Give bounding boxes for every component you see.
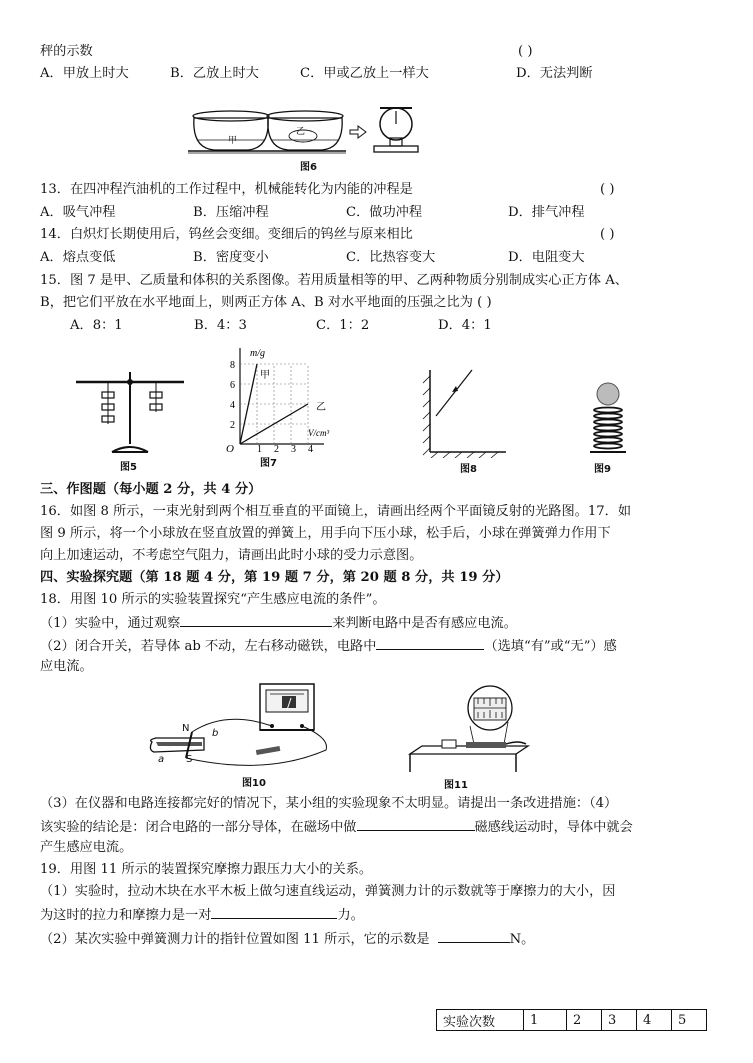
q18-1-blank[interactable]: [180, 612, 332, 627]
q15-option-a: A．8：1: [70, 318, 123, 333]
q18-2-prefix: （2）闭合开关，若导体 ab 不动，左右移动磁铁，电路中: [40, 639, 377, 654]
figure-10-drawing: [146, 680, 332, 774]
q18-3-line: （3）在仪器和电路连接都完好的情况下，某小组的实验现象不太明显。请提出一条改进措施：（4）: [40, 796, 618, 811]
figure-7-line-a: [240, 364, 257, 444]
q19-1-line: （1）实验时，拉动木块在水平木板上做匀速直线运动，弹簧测力计的示数就等于摩擦力的大小，因: [40, 884, 616, 899]
figure-5: [74, 368, 186, 472]
q12-option-a: A．甲放上时大: [40, 66, 129, 81]
table-cell: 1: [524, 1010, 567, 1031]
figure-6: [186, 96, 422, 174]
q13-option-c: C．做功冲程: [346, 205, 423, 220]
figure-9: [588, 382, 628, 474]
figure-7-ytick-4: 4: [230, 400, 235, 411]
q18-2-suffix: （选填“有”或“无”）感: [484, 639, 617, 654]
figure-7-ylabel: m/g: [250, 348, 265, 359]
figure-7-xtick-4: 4: [308, 444, 313, 454]
figure-10-caption: 图10: [242, 778, 266, 789]
q19-1-blank[interactable]: [211, 904, 337, 919]
figure-8-caption: 图8: [460, 464, 477, 475]
q19-1-prefix: 为这时的拉力和摩擦力是一对: [40, 908, 212, 923]
q18-4-prefix: 该实验的结论是：闭合电路的一部分导体，在磁场中做: [40, 820, 357, 835]
figure-7: [220, 344, 340, 468]
figure-7-xlabel: V/cm³: [308, 428, 330, 438]
q14-option-b: B．密度变小: [193, 250, 269, 265]
figure-9-drawing: [588, 382, 628, 458]
q15-option-d: D．4：1: [438, 318, 492, 333]
figure-10-label-b: b: [212, 728, 219, 739]
figure-7-origin: O: [226, 443, 234, 454]
figure-11-caption: 图11: [444, 780, 468, 791]
q12-option-b: B．乙放上时大: [170, 66, 259, 81]
q14-text: 14．白炽灯长期使用后，钨丝会变细。变细后的钨丝与原来相比: [40, 227, 413, 242]
figure-7-chart: [220, 344, 340, 454]
figure-10-label-s: S: [186, 754, 193, 765]
q18-1-line: [40, 612, 517, 634]
q18-1-prefix: （1）实验中，通过观察: [40, 616, 181, 631]
figure-7-xtick-3: 3: [291, 444, 296, 454]
figure-6-caption: 图6: [300, 162, 317, 173]
figure-5-drawing: [74, 368, 186, 458]
section-3-heading: 三、作图题（每小题 2 分，共 4 分）: [40, 482, 262, 497]
q18-2-blank[interactable]: [376, 635, 484, 650]
figure-7-series-b: 乙: [316, 402, 326, 413]
q19-1-line2: [40, 904, 364, 926]
q19-2-prefix: （2）某次实验中弹簧测力计的指针位置如图 11 所示，它的示数是: [40, 932, 430, 947]
q18-4-continued: 产生感应电流。: [40, 840, 133, 855]
q14-paren: ( ): [600, 227, 615, 242]
figure-7-ytick-2: 2: [230, 420, 235, 431]
q13-option-b: B．压缩冲程: [193, 205, 269, 220]
section-3-line-3: 向上加速运动，不考虑空气阻力，请画出此时小球的受力示意图。: [40, 548, 423, 563]
figure-7-xtick-2: 2: [274, 444, 279, 454]
q12-option-c: C．甲或乙放上一样大: [300, 66, 429, 81]
section-4-heading: 四、实验探究题（第 18 题 4 分，第 19 题 7 分，第 20 题 8 分，共 19 分）: [40, 570, 509, 585]
q19-2-suffix: N。: [509, 932, 535, 947]
figure-10-label-a: a: [158, 754, 165, 765]
figure-10: [146, 680, 332, 788]
table-cell: 4: [637, 1010, 672, 1031]
section-3-line-1: 16．如图 8 所示，一束光射到两个相互垂直的平面镜上，请画出经两个平面镜反射的光路图。17．如: [40, 504, 632, 519]
q13-text: 13．在四冲程汽油机的工作过程中，机械能转化为内能的冲程是: [40, 182, 413, 197]
q18-text: 18．用图 10 所示的实验装置探究“产生感应电流的条件”。: [40, 592, 386, 607]
table-header-cell: 实验次数: [437, 1010, 524, 1031]
q14-option-d: D．电阻变大: [508, 250, 585, 265]
table-row: [437, 1010, 707, 1031]
q12-line: 秤的示数: [40, 44, 93, 59]
q13-paren: ( ): [600, 182, 615, 197]
q18-4-blank[interactable]: [357, 816, 475, 831]
figure-8-drawing: [418, 368, 508, 458]
section-3-line-2: 图 9 所示，将一个小球放在竖直放置的弹簧上，用手向下压小球，松手后，小球在弹簧弹力作用下: [40, 526, 611, 541]
figure-5-caption: 图5: [120, 462, 137, 473]
q18-2-continued: 应电流。: [40, 659, 93, 674]
q19-2-blank[interactable]: [438, 928, 510, 943]
q12-paren: ( ): [518, 44, 533, 59]
q12-option-d: D．无法判断: [516, 66, 593, 81]
q14-option-c: C．比热容变大: [346, 250, 436, 265]
figure-9-caption: 图9: [594, 464, 611, 475]
q13-option-d: D．排气冲程: [508, 205, 585, 220]
figure-8: [418, 368, 508, 474]
q15-line2: B，把它们平放在水平地面上，则两正方体 A、B 对水平地面的压强之比为 ( ): [40, 295, 492, 310]
table-cell: 3: [602, 1010, 637, 1031]
q18-4-suffix: 磁感线运动时，导体中就会: [474, 820, 633, 835]
figure-7-series-a: 甲: [260, 370, 270, 381]
table-cell: 2: [567, 1010, 602, 1031]
figure-6-label-a: 甲: [228, 136, 238, 146]
table-cell: 5: [672, 1010, 707, 1031]
q15-line1: 15．图 7 是甲、乙质量和体积的关系图像。若用质量相等的甲、乙两种物质分别制成实心正方体 A、: [40, 273, 628, 288]
q18-1-suffix: 来判断电路中是否有感应电流。: [332, 616, 517, 631]
q15-option-c: C．1：2: [316, 318, 370, 333]
q18-4-line: [40, 816, 633, 838]
figure-7-caption: 图7: [260, 458, 277, 469]
q14-option-a: A．熔点变低: [40, 250, 116, 265]
figure-10-label-n: N: [182, 723, 190, 734]
q18-2-line: [40, 635, 617, 657]
experiment-table: [436, 1009, 707, 1031]
q19-text: 19．用图 11 所示的装置探究摩擦力跟压力大小的关系。: [40, 862, 373, 877]
q15-option-b: B．4：3: [194, 318, 247, 333]
figure-7-ytick-6: 6: [230, 380, 235, 391]
q13-option-a: A．吸气冲程: [40, 205, 116, 220]
q19-1-suffix: 力。: [337, 908, 364, 923]
figure-7-ytick-8: 8: [230, 360, 235, 371]
figure-11-drawing: [404, 684, 534, 774]
figure-6-label-b: 乙: [296, 127, 306, 137]
q19-2-line: [40, 928, 534, 950]
figure-11: [404, 684, 534, 791]
figure-7-xtick-1: 1: [257, 444, 262, 454]
